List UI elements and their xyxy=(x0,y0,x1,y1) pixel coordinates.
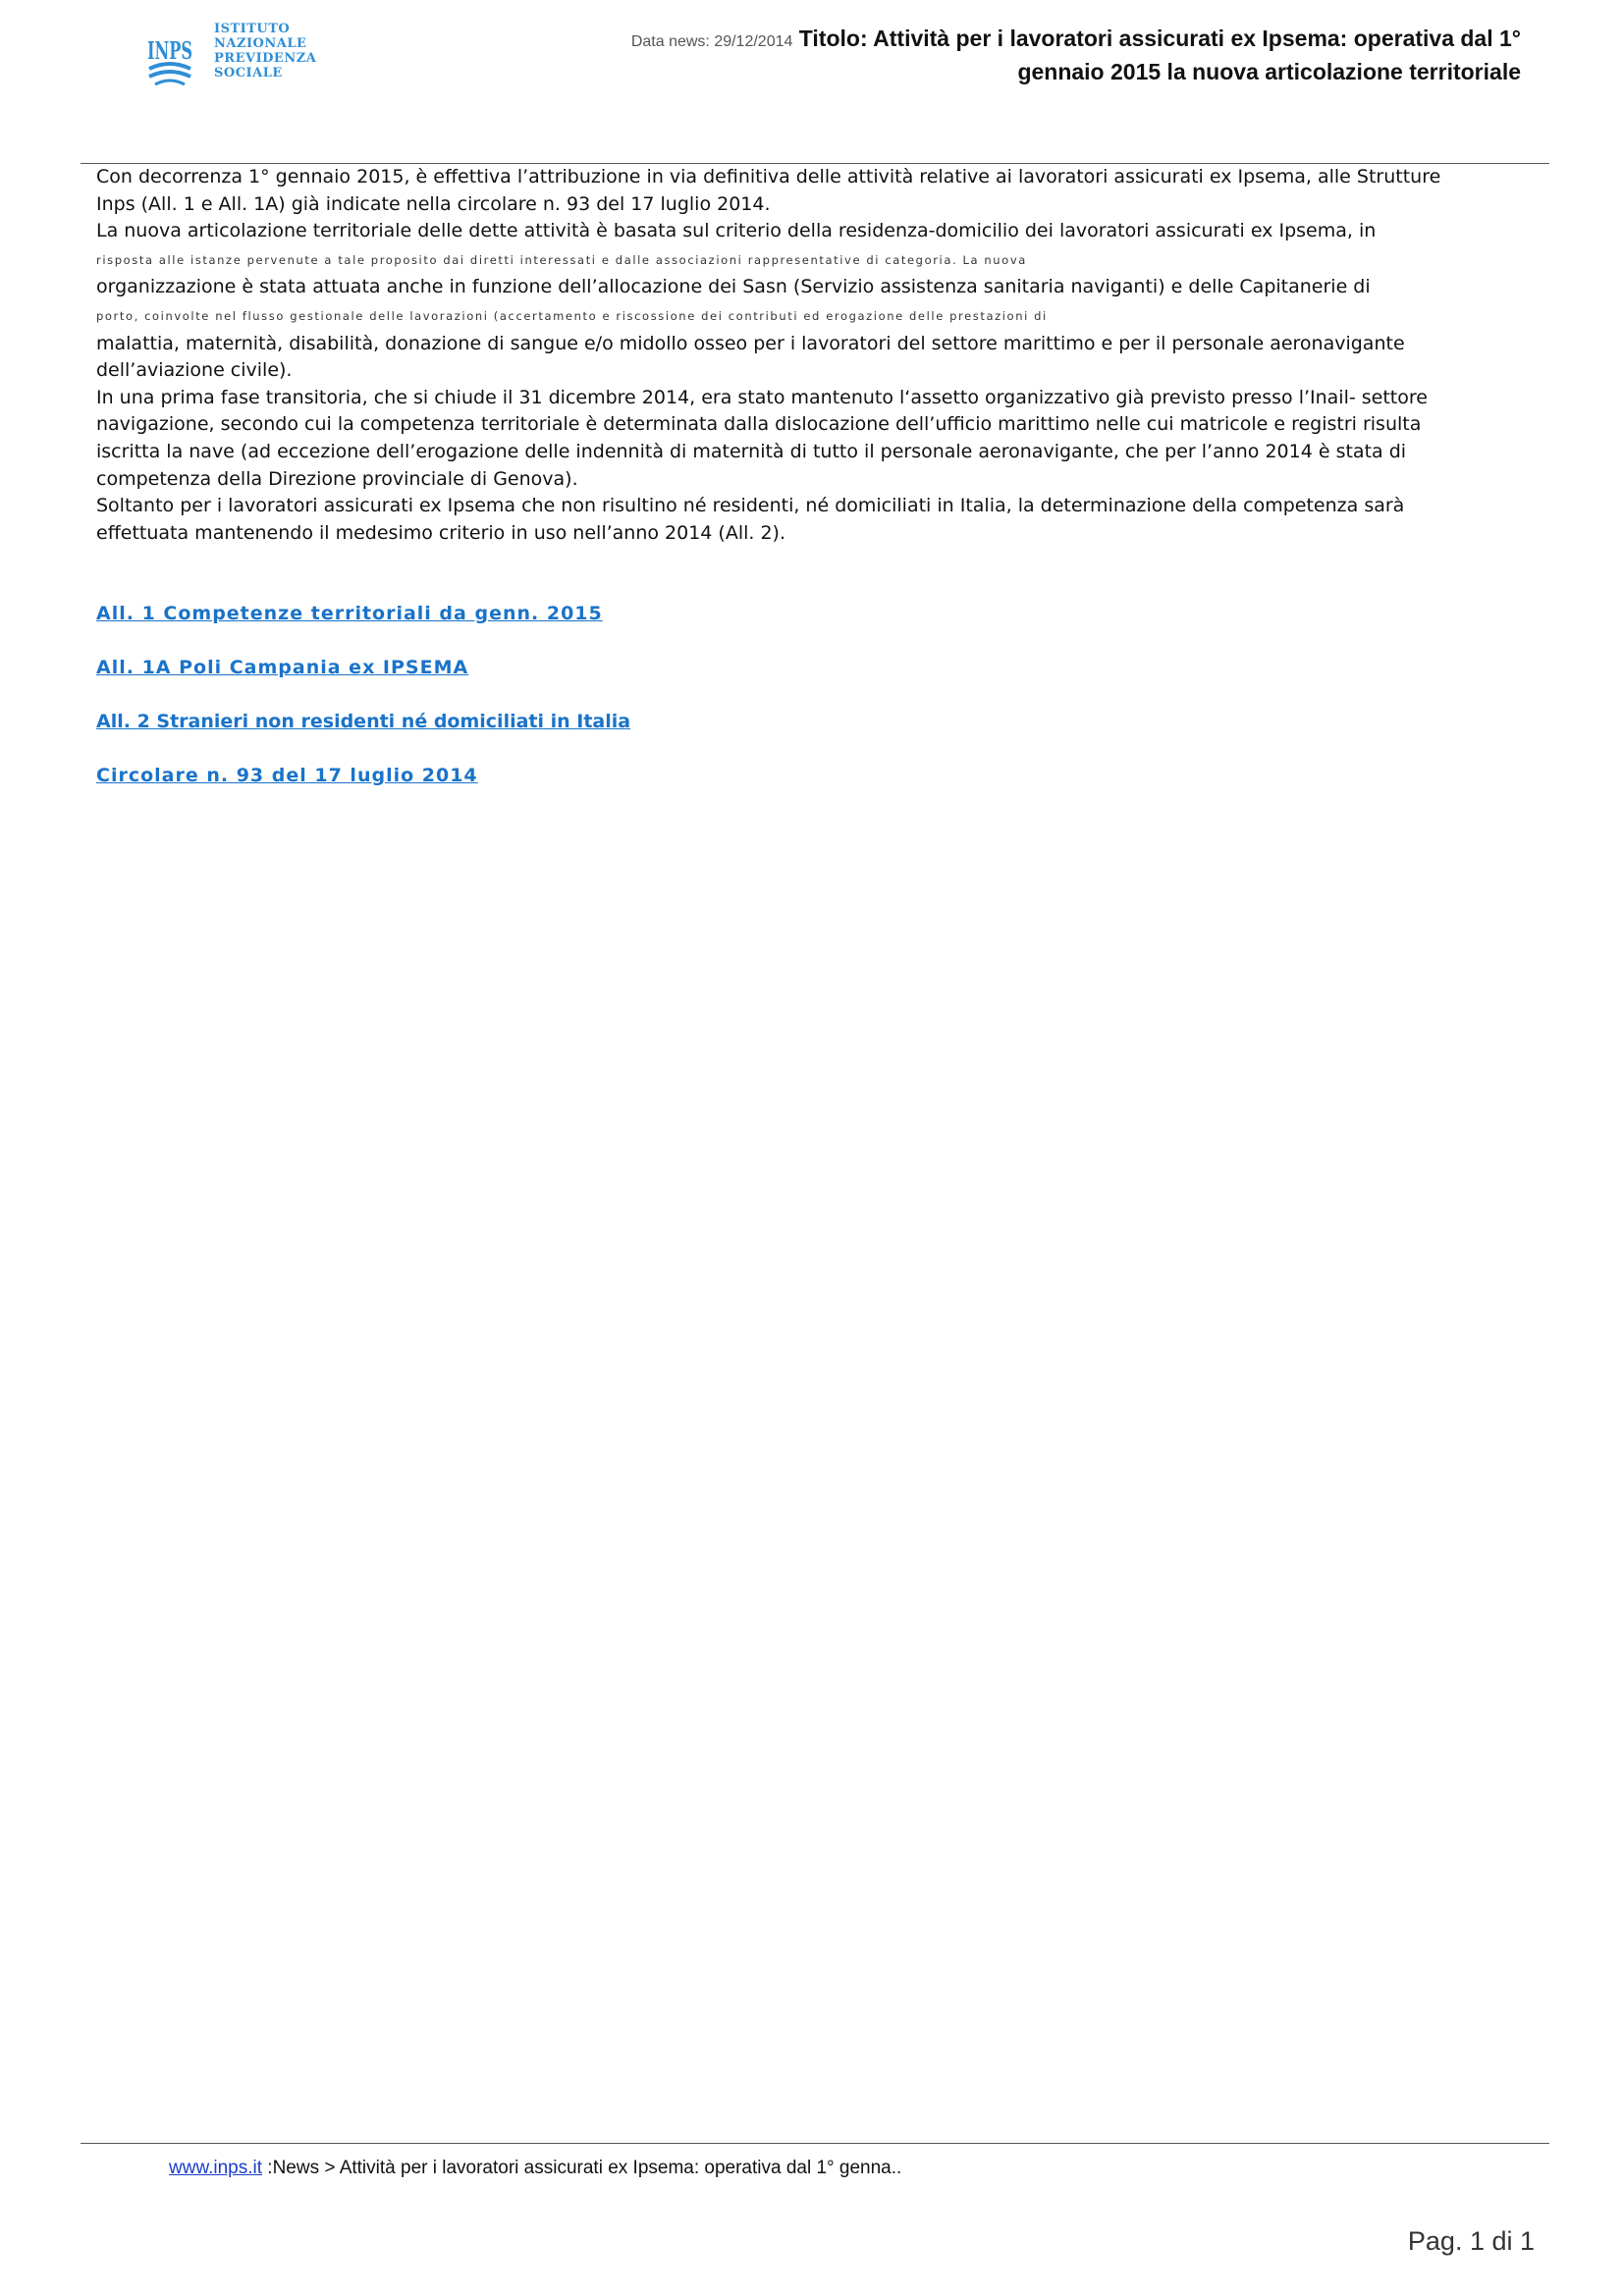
footer-divider xyxy=(81,2143,1549,2144)
paragraph-2-part-c: malattia, maternità, disabilità, donazione di sangue e/o midollo osseo per i lavoratori del settore marittimo e per il personale aeronavigante dell’aviazione civile). xyxy=(96,332,1405,382)
news-title-line-2: gennaio 2015 la nuova articolazione territoriale xyxy=(1017,59,1521,84)
inps-logo-icon xyxy=(145,20,194,88)
paragraph-2-tiny-1: risposta alle istanze pervenute a tale proposito dai diretti interessati e dalle associazioni rappresentative di categoria. La nuova xyxy=(96,252,1027,267)
link-all-1a[interactable]: All. 1A Poli Campania ex IPSEMA xyxy=(96,657,469,678)
logo-mark-text: INPS xyxy=(147,36,192,65)
attachment-links xyxy=(96,599,630,815)
paragraph-4: Soltanto per i lavoratori assicurati ex Ipsema che non risultino né residenti, né domiciliati in Italia, la determinazione della competenza sarà effettuata mantenendo il medesimo criterio in uso nell’anno 2014 (All. 2). xyxy=(96,495,1405,544)
paragraph-2-part-b: organizzazione è stata attuata anche in funzione dell’allocazione dei Sasn (Servizio assistenza sanitaria naviganti) e delle Capitanerie di xyxy=(96,276,1371,298)
paragraph-2-part-a: La nuova articolazione territoriale delle dette attività è basata sul criterio della residenza-domicilio dei lavoratori assicurati ex Ipsema, in xyxy=(96,220,1377,242)
footer-breadcrumb xyxy=(169,2158,901,2179)
paragraph-3: In una prima fase transitoria, che si chiude il 31 dicembre 2014, era stato mantenuto l‘assetto organizzativo già previsto presso l’Inail- settore navigazione, secondo cui la competenza territoriale è determinata dalla dislocazione dell’ufficio marittimo nelle cui matricole e registri risulta iscritta la nave (ad eccezione dell’erogazione delle indennità di maternità di tutto il personale aeronavigante, che per l’anno 2014 è stata di competenza della Direzione provinciale di Genova). xyxy=(96,386,1428,490)
page-header xyxy=(539,24,1521,86)
article-body xyxy=(96,164,1471,547)
link-all-1[interactable]: All. 1 Competenze territoriali da genn. 2015 xyxy=(96,603,603,624)
news-title-line-1: Titolo: Attività per i lavoratori assicurati ex Ipsema: operativa dal 1° xyxy=(798,26,1521,51)
paragraph-1: Con decorrenza 1° gennaio 2015, è effettiva l’attribuzione in via definitiva delle attività relative ai lavoratori assicurati ex Ipsema, alle Strutture Inps (All. 1 e All. 1A) già indicate nella circolare n. 93 del 17 luglio 2014. xyxy=(96,166,1441,215)
logo-line-4: SOCIALE xyxy=(214,66,283,80)
inps-logo xyxy=(145,20,332,88)
link-circolare-93[interactable]: Circolare n. 93 del 17 luglio 2014 xyxy=(96,765,478,786)
logo-wordmark xyxy=(214,22,316,80)
paragraph-2 xyxy=(96,218,1471,385)
header-line-1 xyxy=(539,24,1521,57)
footer-site-link[interactable]: www.inps.it xyxy=(169,2158,263,2178)
link-all-2[interactable]: All. 2 Stranieri non residenti né domiciliati in Italia xyxy=(96,711,631,732)
footer-path-text: :News > Attività per i lavoratori assicurati ex Ipsema: operativa dal 1° genna.. xyxy=(262,2158,902,2178)
paragraph-2-tiny-2: porto, coinvolte nel flusso gestionale delle lavorazioni (accertamento e riscossione dei contributi ed erogazione delle prestazioni di xyxy=(96,308,1048,323)
page-number: Pag. 1 di 1 xyxy=(1407,2226,1535,2256)
news-date: Data news: 29/12/2014 xyxy=(630,33,793,50)
logo-line-2: NAZIONALE xyxy=(214,36,307,51)
logo-line-1: ISTITUTO xyxy=(214,22,291,36)
logo-line-3: PREVIDENZA xyxy=(214,51,317,66)
